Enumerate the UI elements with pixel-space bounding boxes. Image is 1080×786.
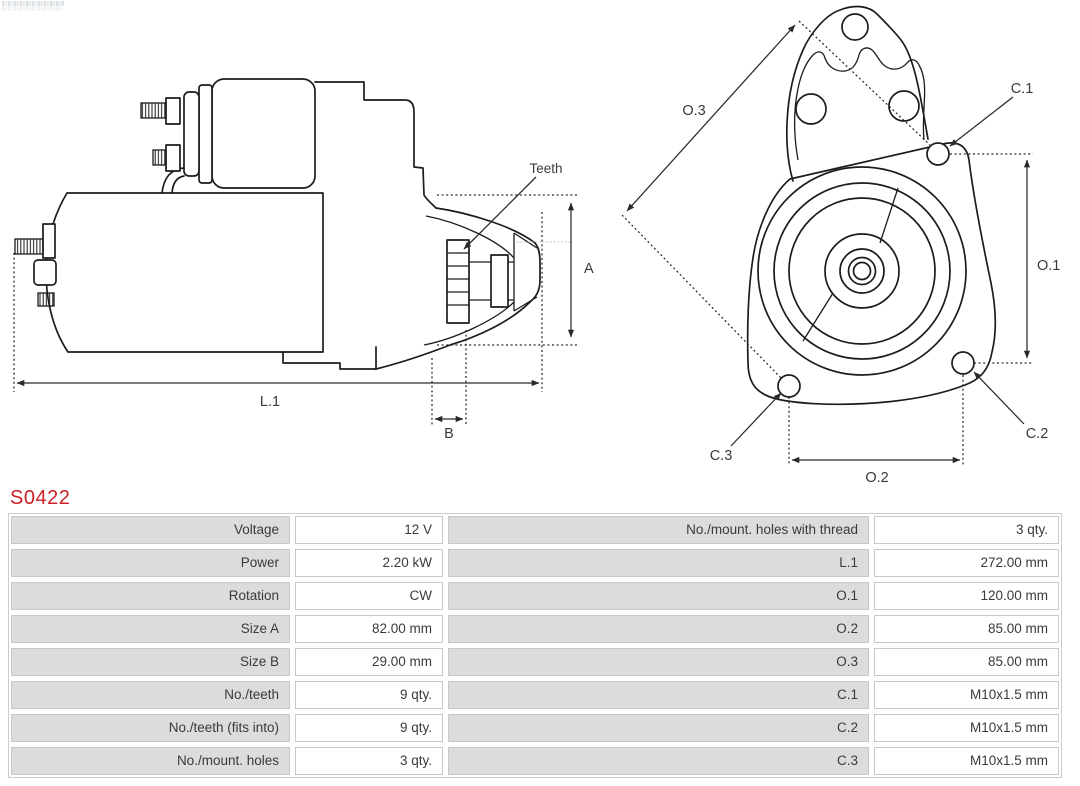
spec-value: 2.20 kW — [295, 549, 443, 577]
drive-shaft — [469, 233, 537, 311]
label-o2: O.2 — [865, 470, 889, 485]
spec-value: M10x1.5 mm — [874, 747, 1059, 775]
label-l1: L.1 — [259, 394, 281, 410]
dimension-o1 — [1027, 160, 1060, 358]
spec-value: 12 V — [295, 516, 443, 544]
spec-label: No./mount. holes — [11, 747, 290, 775]
dimension-o2 — [792, 460, 960, 485]
label-o1: O.1 — [1037, 258, 1061, 274]
face-circles — [758, 167, 966, 375]
dimension-b — [432, 330, 466, 442]
spec-table — [8, 513, 1062, 778]
part-number: S0422 — [10, 487, 71, 509]
spec-label: Rotation — [11, 582, 290, 610]
spec-label: No./teeth — [11, 681, 290, 709]
spec-label: C.3 — [448, 747, 869, 775]
label-b: B — [444, 426, 454, 442]
spec-value: M10x1.5 mm — [874, 681, 1059, 709]
label-teeth: Teeth — [529, 161, 563, 176]
spec-value: 9 qty. — [295, 714, 443, 742]
bell-inner-contour-top — [426, 216, 514, 258]
spec-value: M10x1.5 mm — [874, 714, 1059, 742]
label-c3: C.3 — [709, 448, 733, 464]
motor-body-outline — [46, 193, 323, 352]
callout-c1 — [950, 81, 1033, 146]
solenoid — [162, 79, 315, 193]
spec-label: Power — [11, 549, 290, 577]
spec-label: No./mount. holes with thread — [448, 516, 869, 544]
spec-value: 3 qty. — [295, 747, 443, 775]
label-c2: C.2 — [1025, 426, 1049, 442]
callout-c3 — [710, 393, 781, 464]
spec-label: O.2 — [448, 615, 869, 643]
spec-value: 272.00 mm — [874, 549, 1059, 577]
body-terminal-studs — [15, 224, 56, 306]
spec-value: 82.00 mm — [295, 615, 443, 643]
starter-front-view — [622, 5, 1060, 485]
starter-side-view — [14, 79, 594, 442]
callout-c2 — [974, 372, 1048, 442]
drive-housing-top — [315, 82, 436, 208]
label-a: A — [584, 261, 594, 277]
spec-value: 9 qty. — [295, 681, 443, 709]
spec-label: C.1 — [448, 681, 869, 709]
spec-label: Size B — [11, 648, 290, 676]
spec-label: O.1 — [448, 582, 869, 610]
spec-label: No./teeth (fits into) — [11, 714, 290, 742]
label-o3: O.3 — [682, 103, 706, 119]
spec-label: O.3 — [448, 648, 869, 676]
pinion-gear — [447, 240, 469, 323]
spec-value: 85.00 mm — [874, 648, 1059, 676]
spec-label: Voltage — [11, 516, 290, 544]
spec-value: CW — [295, 582, 443, 610]
label-c1: C.1 — [1010, 81, 1034, 97]
teeth-callout — [464, 161, 563, 249]
spec-label: Size A — [11, 615, 290, 643]
spec-label: L.1 — [448, 549, 869, 577]
spec-value: 29.00 mm — [295, 648, 443, 676]
spec-value: 3 qty. — [874, 516, 1059, 544]
spec-value: 120.00 mm — [874, 582, 1059, 610]
spec-label: C.2 — [448, 714, 869, 742]
solenoid-terminal-studs — [141, 98, 180, 171]
spec-value: 85.00 mm — [874, 615, 1059, 643]
